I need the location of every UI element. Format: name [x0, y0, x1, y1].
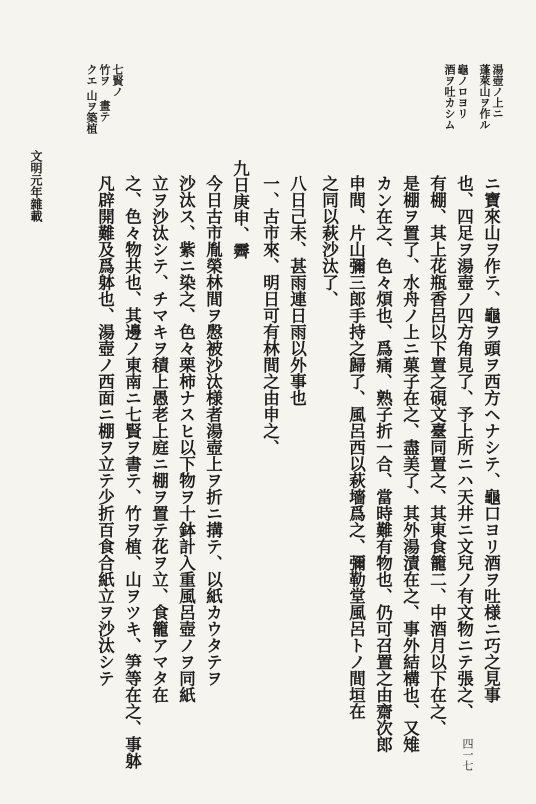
text-column: 今日古市胤榮林間ヲ慇被沙汰様者湯壺上ヲ折ニ搆テ、以紙カウタテヲ [203, 175, 223, 687]
text-column: 八日己未、甚雨連日雨以外事也 [287, 175, 307, 406]
page-number: 四一七 [461, 738, 474, 771]
text-column: 有棚、其上花瓶香呂以下置之硯文臺同置之、其東食籠二、中酒月以下在之、 [427, 175, 447, 736]
text-column: 也、四足ヲ湯壺ノ四方角見了、予上所ニハ天井ニ文兒ノ有文物ニテ張之、 [454, 175, 474, 720]
head-note-6: 竹ヲ [98, 64, 111, 86]
head-note-4: 酒ヲ吐カシム [443, 64, 456, 130]
head-note-9: 山ヲ築植 [85, 90, 98, 134]
text-column: ニ寶來山ヲ作テ、龜ヲ頭ヲ西方ヘナシテ、龜口ヨリ酒ヲ吐様ニ巧之見事 [481, 175, 501, 703]
text-column: 申間、片山彌三郎手持之歸了、風呂西以萩墻爲之、彌勒堂風呂トノ間垣在 [346, 175, 366, 720]
text-column: カン在之、色々煩也、爲痛、熟子折一合、當時難有物也、仍可召置之由齋次郎 [373, 175, 393, 753]
text-column: 九日庚申、霽 [230, 160, 250, 259]
text-column: 是棚ヲ置了、水舟ノ上ニ菓子在之、盡美了、其外湯漬在之、事外結構也、又雉 [400, 175, 420, 753]
text-column: 立ヲ沙汰シテ、チマキヲ積上愚老上庭ニ棚ヲ置テ花ヲ立、食籠アマタ在 [149, 175, 169, 703]
head-note-7: 畫テ [98, 100, 111, 122]
head-note-2: 蓬萊山ヲ作ル [478, 64, 491, 130]
head-note-8: クエ [85, 64, 98, 86]
text-column: 之、色々物共也、其邊ノ東南ニ七賢ヲ書テ、竹ヲ植、山ヲツキ、笋等在之、事躰 [122, 175, 142, 769]
running-title: 文明元年雜載 [29, 150, 43, 222]
text-column: 之同以萩沙汰了、 [319, 175, 339, 307]
text-column: 一、古市來、明日可有林間之由申之、 [260, 175, 280, 456]
head-note-3: 龜ノロヨリ [456, 64, 469, 119]
text-column: 沙汰ス、紫ニ染之、色々栗柿ナスヒ以下物ヲ十鉢計入重風呂壺ノヲ同紙 [176, 175, 196, 703]
text-column: 凡辟開難及爲躰也、湯壺ノ西面ニ棚ヲ立テ少折百食合紙立ヲ沙汰シテ [95, 175, 115, 687]
head-note-1: 湯壺ノ上ニ [491, 64, 504, 119]
head-note-5: 七賢ノ [111, 64, 124, 97]
